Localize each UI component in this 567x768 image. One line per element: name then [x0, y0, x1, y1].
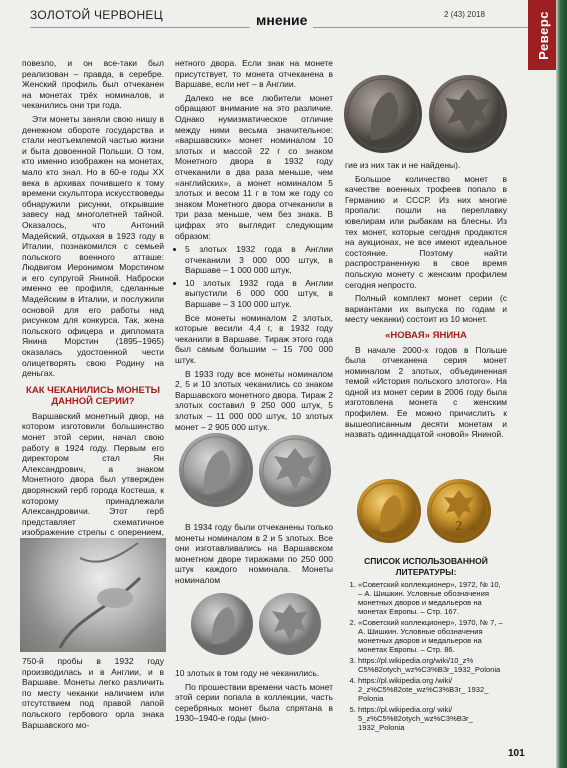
- coin-gold-reverse: [426, 478, 492, 544]
- paragraph: По прошествии времени часть монет этой серии попала в коллекции, часть серебряных монет была спрятана в 1930–1940-е годы (мно-: [175, 681, 333, 724]
- reference-link[interactable]: 5. https://pl.wikipedia.org/ wiki/ 5_z%C5%82otych_wz%C3%B3r_ 1932_Polonia: [358, 705, 506, 732]
- references-title: СПИСОК ИСПОЛЬЗОВАННОЙ ЛИТЕРАТУРЫ:: [364, 556, 488, 577]
- section-label: мнение: [250, 12, 313, 28]
- reference-link[interactable]: 3. https://pl.wikipedia.org/wiki/10_z% C5%82otych_wz%C3%B3r_1932_Polonia: [358, 656, 506, 674]
- reference-item: 2. «Советский коллекционер», 1970, № 7, – А. Шишкин. Условные обозначения монетных дворов и медальеров на монетах Европы. – Стр. 86.: [358, 618, 506, 654]
- coin-reverse-dark-large: [428, 74, 508, 154]
- subheading: «НОВАЯ» ЯНИНА: [385, 329, 467, 341]
- coin-value-text: 2: [455, 519, 463, 534]
- paragraph: Все монеты номиналом 2 злотых, которые весили 4,4 г, в 1932 году чеканили в Варшаве. Тираж этого года был самым большим – 15 700 000 штук.: [175, 312, 333, 366]
- paragraph: Варшавский монетный двор, на котором изготовили большинство монет этой серии, начал свою работу в 1924 году. Первым его директором стал Ян Александрович, а знаком Монетного двора был утвержден дворянский герб города Костеша, к которому принадлежали Александровичи. Этот герб представляет схематичное изображение стрелы с оперением,: [22, 410, 164, 538]
- coin-obverse-silver-small: [190, 592, 254, 656]
- paragraph: 10 злотых в том году не чеканились.: [175, 668, 320, 678]
- paragraph: Большое количество монет в качестве военных трофеев попало в Германию и СССР. Из них многие пропали: пошли на переплавку ювелирам или рыбакам на блесны. Из тех монет, которые сегодня продаются на аукционах, не все имеют идеальное состояние. Поэтому найти распространенную в свое время польскую монету с женским профилем сегодня непросто.: [345, 173, 507, 290]
- magazine-title: ЗОЛОТОЙ ЧЕРВОНЕЦ: [30, 8, 163, 22]
- paragraph: В начале 2000-х годов в Польше была отчеканена серия монет номиналом 2 злотых, объединенная темой «История польского злотого». На одной из монет серии в 2006 году была изготовлена монета с женским профилем. Ее можно причислить к вышеописанным десяти монетам и назвать одиннадцатой «новой» Яниной.: [345, 344, 507, 440]
- coin-obverse-dark-large: [343, 74, 423, 154]
- mintage-list: [175, 244, 333, 310]
- paragraph: Полный комплект монет серии (с вариантами их выпуска по годам и месту чеканки) состоит из 10 монет.: [345, 293, 507, 325]
- issue-number: 2 (43) 2018: [444, 10, 485, 19]
- paragraph: В 1933 году все монеты номиналом 2, 5 и 10 злотых чеканились со знаком Варшавского монетного двора. Тираж 2 злотых составил 9 250 000 штук, 5 злотых – 11 000 000 штук, 10 злотых монет – 2 905 000 штук.: [175, 368, 333, 432]
- page-number: 101: [508, 748, 525, 759]
- paragraph: 750-й пробы в 1932 году производилась и в Англии, и в Варшаве. Монеты легко различить по месту чеканки наличием или отсутствием под правой лапой польского гербового орла знака Варшавского мо-: [22, 656, 164, 730]
- paragraph: повезло, и он все-таки был реализован – правда, в серебре. Женский профиль был отчеканен на монетах трёх номиналов, и чеканились они три года.: [22, 58, 164, 111]
- coin-reverse-silver-large: [258, 434, 332, 508]
- paragraph: гие из них так и не найдены).: [345, 160, 461, 170]
- references: [346, 556, 506, 734]
- coin-gold-obverse: [356, 478, 422, 544]
- reference-item: 1. «Советский коллекционер», 1972, № 10, – А. Шишкин. Условные обозначения монетных дворов и медальеров на монетах Европы. – Стр. 167.: [358, 580, 506, 616]
- list-item: • 10 злотых 1932 года в Англии выпустили 6 000 000 штук, в Варшаве – 3 100 000 штук.: [185, 278, 333, 310]
- side-tab: [528, 0, 556, 70]
- coin-closeup-photo: [20, 538, 166, 652]
- column-1-bottom: [22, 656, 164, 733]
- paragraph: В 1934 году были отчеканены только монеты номиналом в 2 и 5 злотых. Все они изготавливались на Варшавском монетном дворе тиражами по 250 000 штук каждого номинала. Монеты номиналом: [175, 522, 333, 585]
- paragraph: нетного двора. Если знак на монете присутствует, то монета отчеканена в Варшаве, если нет – в Англии.: [175, 58, 333, 90]
- side-tab-label: Реверс: [535, 10, 551, 60]
- paragraph: Эти монеты заняли свою нишу в денежном обороте государства и стали неотъемлемой частью жизни и быта довоенной Польши. О том, кто именно изображен на монетах, мало кто знал. Но в 60-е годы XX века в архивах почившего к тому времени скульптора искусствоведы обнаружили рисунки, открывшие завесу над многолетней тайной. Оказалось, что Антоний Мадейский, отдыхая в 1923 году в Италии, познакомился с семьей польского военного атташе: Людвигом Иеронимом Морстином и его супругой Янинoй. Наброски именно ее профиля, сделанные Мадейским в Италии, и послужили основой для его работы над рисунком для конкурса. Так, жена польского офицера и дипломата Янина Морстин (1895–1965) оказалась удостоенной чести олицетворять свою Родину на деньгах.: [22, 113, 164, 379]
- page-edge: [556, 0, 567, 768]
- column-2-bottom: [175, 668, 333, 727]
- subheading: КАК ЧЕКАНИЛИСЬ МОНЕТЫ ДАННОЙ СЕРИИ?: [26, 384, 160, 407]
- column-2: [175, 58, 333, 435]
- coin-obverse-silver-large: [178, 432, 254, 508]
- paragraph: Далеко не все любители монет обращают внимание на это различие. Однако нумизматическое отличие между ними весьма значительное: «варшавских» монет номиналом 10 злотых и массой 22 г со знаком Монетного двора в 1932 году отчеканили в два раза меньше, чем «английских», а монет номиналом 5 злотых и весом 11 г в том же году со знаком Монетного двора отчеканили в три раза меньше, чем без знака. В цифрах это выглядит следующим образом:: [175, 92, 333, 241]
- coin-unit-text: ZŁ: [470, 526, 478, 532]
- references-list-wrapper: [346, 580, 506, 732]
- column-2-lower: [175, 522, 333, 589]
- list-item: • 5 злотых 1932 года в Англии отчеканили 3 000 000 штук, в Варшаве – 1 000 000 штук,: [185, 244, 333, 276]
- column-1: [22, 58, 164, 586]
- coin-reverse-silver-small: [258, 592, 322, 656]
- column-3: [345, 160, 507, 443]
- references-list: [346, 580, 506, 732]
- reference-link[interactable]: 4. https://pl.wikipedia.org /wiki/ 2_z%C5%82ote_wz%C3%B3r_ 1932_ Polonia: [358, 676, 506, 703]
